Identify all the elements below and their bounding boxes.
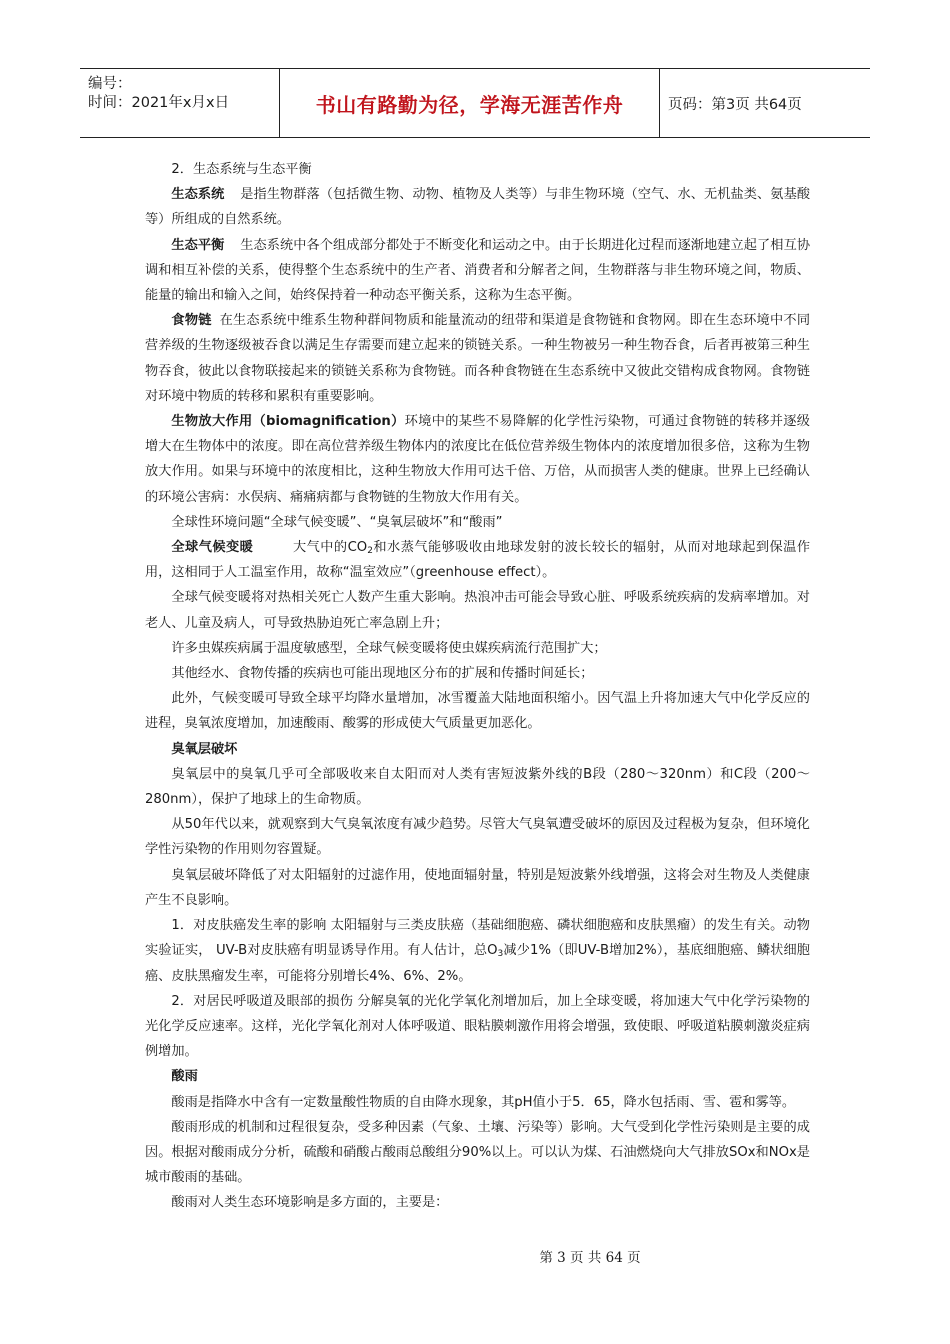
page-footer: 第 3 页 共 64 页 [539,1250,641,1266]
paragraph: 此外，气候变暖可导致全球平均降水量增加，冰雪覆盖大陆地面积缩小。因气温上升将加速大气中化学反应的进程，臭氧浓度增加，加速酸雨、酸雾的形成使大气质量更加恶化。 [145,691,810,732]
paragraph: 许多虫媒疾病属于温度敏感型，全球气候变暖将使虫媒疾病流行范围扩大； [171,640,607,656]
paragraph-text: 在生态系统中维系生物种群间物质和能量流动的纽带和渠道是食物链和食物网。即在生态环境中不同营养级的生物逐级被吞食以满足生存需要而建立起来的锁链关系。一种生物被另一种生物吞食，后者再被第三种生物吞食，彼此以食物联接起来的锁链关系称为食物链。而各种食物链在生态系统中又彼此交错构成食物网。食物链对环境中物质的转移和累积有重要影响。 [145,313,811,404]
document-body [145,157,810,1216]
term-food-chain: 食物链 [171,313,212,329]
paragraph: 臭氧层中的臭氧几乎可全部吸收来自太阳而对人类有害短波紫外线的B段（280～320nm）和C段（200～280nm），保护了地球上的生命物质。 [145,766,810,808]
paragraph-text: 大气中的CO [292,540,368,556]
paragraph-text: 和水蒸气能够吸收由地球发射的波长较长的辐射，从而对地球起到保温作用，这相同于人工温室作用，故称“温室效应”（greenhouse effect）。 [145,540,811,581]
paragraph-ecological-balance [145,233,810,309]
paragraph: 从50年代以来，就观察到大气臭氧浓度有减少趋势。尽管大气臭氧遭受破坏的原因及过程极为复杂，但环境化学性污染物的作用则勿容置疑。 [145,817,810,858]
doc-code-label: 编号： [88,76,132,92]
paragraph-biomagnification [145,409,810,510]
header-meta [80,69,280,137]
paragraph-global-warming [145,535,810,585]
paragraph: 酸雨是指降水中含有一定数量酸性物质的自由降水现象，其pH值小于5．65，降水包括雨、雪、雹和雾等。 [171,1094,796,1110]
paragraph-food-chain [145,308,810,409]
paragraph-text: 环境中的某些不易降解的化学性污染物，可通过食物链的转移并逐级增大在生物体中的浓度。即在高位营养级生物体内的浓度比在低位营养级生物体内的浓度增加很多倍，这称为生物放大作用。如果与环境中的浓度相比，这种生物放大作用可达千倍、万倍，从而损害人类的健康。世界上已经确认的环境公害病：水俣病、痛痛病都与食物链的生物放大作用有关。 [145,414,810,505]
section-heading: 2．生态系统与生态平衡 [171,162,312,177]
paragraph-respiratory: 2．对居民呼吸道及眼部的损伤 分解臭氧的光化学氧化剂增加后，加上全球变暖，将加速大气中化学污染物的光化学反应速率。这样，光化学氧化剂对人体呼吸道、眼粘膜刺激作用将会增强，致使眼、呼吸道粘膜刺激炎症病例增加。 [145,993,810,1060]
page-header [80,68,870,138]
paragraph-text: 生态系统中各个组成部分都处于不断变化和运动之中。由于长期进化过程而逐渐地建立起了相互协调和相互补偿的关系，使得整个生态系统中的生产者、消费者和分解者之间，生物群落与非生物环境之间，物质、能量的输出和输入之间，始终保持着一种动态平衡关系，这称为生态平衡。 [145,237,811,304]
paragraph-text: 是指生物群落（包括微生物、动物、植物及人类等）与非生物环境（空气、水、无机盐类、氨基酸等）所组成的自然系统。 [145,187,811,228]
term-ecosystem: 生态系统 [171,187,225,203]
paragraph-skin-cancer [145,913,810,989]
term-ecological-balance: 生态平衡 [171,237,225,253]
subheading-acid-rain: 酸雨 [171,1069,198,1085]
paragraph: 酸雨对人类生态环境影响是多方面的，主要是： [171,1195,449,1211]
term-biomagnification: 生物放大作用（biomagnification） [171,414,405,430]
header-motto: 书山有路勤为径，学海无涯苦作舟 [280,69,660,137]
paragraph-text: 1．对皮肤癌发生率的影响 太阳辐射与三类皮肤癌（基础细胞癌、磷状细胞癌和皮肤黑瘤）的发生有关。动物实验证实， UV-B对皮肤癌有明显诱导作用。有人估计，总O [145,918,810,959]
paragraph: 臭氧层破坏降低了对太阳辐射的过滤作用，使地面辐射量，特别是短波紫外线增强，这将会对生物及人类健康产生不良影响。 [145,867,810,908]
term-global-warming: 全球气候变暖 [171,540,254,556]
paragraph-global-issues: 全球性环境问题“全球气候变暖”、“臭氧层破坏”和“酸雨” [171,514,503,530]
subheading-ozone: 臭氧层破坏 [171,741,238,757]
paragraph: 酸雨形成的机制和过程很复杂，受多种因素（气象、土壤、污染等）影响。大气受到化学性污染则是主要的成因。根据对酸雨成分分析，硫酸和硝酸占酸雨总酸组分90%以上。可以认为煤、石油燃烧向大气排放SOx和NOx是城市酸雨的基础。 [145,1119,810,1186]
paragraph: 全球气候变暖将对热相关死亡人数产生重大影响。热浪冲击可能会导致心脏、呼吸系统疾病的发病率增加。对老人、儿童及病人，可导致热胁迫死亡率急剧上升； [145,590,810,631]
subscript: 2 [367,546,373,557]
paragraph-text: 减少1%（即UV-B增加2%），基底细胞癌、鳞状细胞癌、皮肤黑瘤发生率，可能将分别增长4%、6%、2%。 [145,943,810,984]
doc-time-label: 时间：2021年x月x日 [88,95,230,111]
subscript: 3 [497,949,504,960]
header-page-number: 页码：第3页 共64页 [668,96,802,113]
paragraph-ecosystem [145,182,810,232]
paragraph: 其他经水、食物传播的疾病也可能出现地区分布的扩展和传播时间延长； [171,666,594,682]
